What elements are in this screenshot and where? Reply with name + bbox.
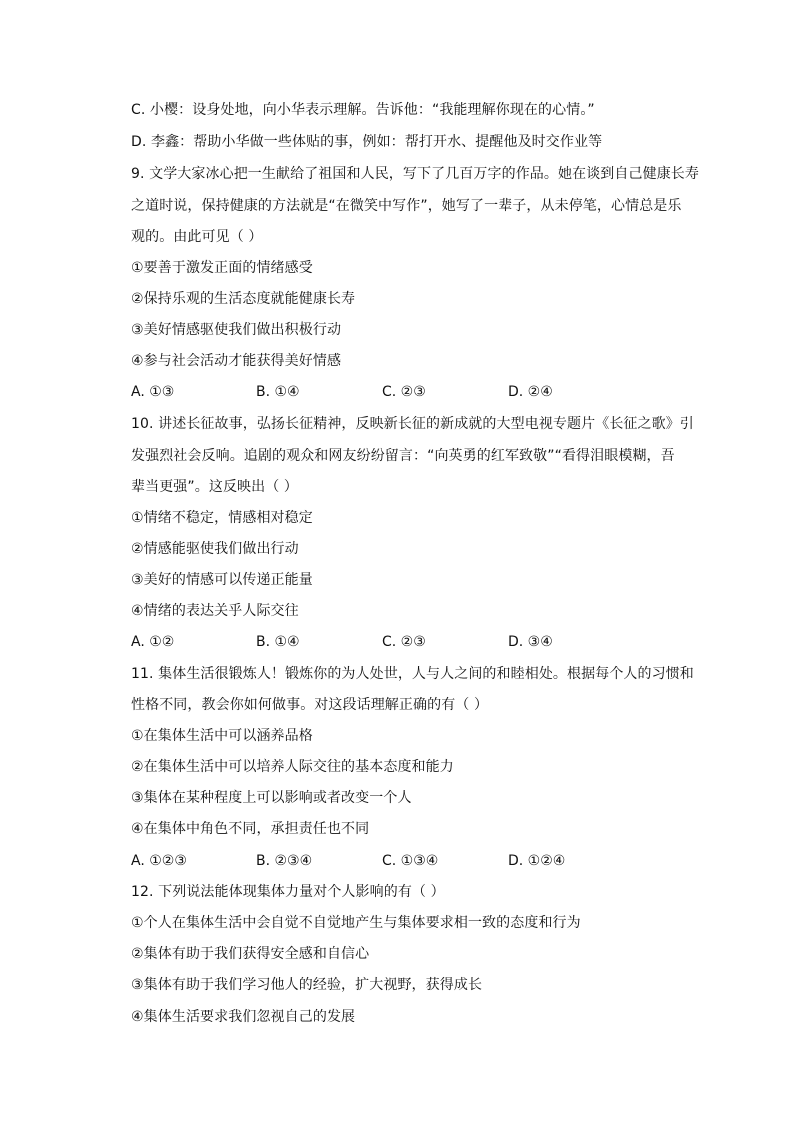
- prev-question-option-c: C. 小樱：设身处地，向小华表示理解。告诉他：“我能理解你现在的心情。”: [131, 102, 595, 118]
- question-9-stem-line-3: 观的。由此可见（ ）: [131, 229, 263, 245]
- question-10-option-d: D. ③④: [508, 634, 553, 650]
- question-10-option-a: A. ①②: [131, 634, 175, 650]
- question-11-option-d: D. ①②④: [508, 853, 566, 869]
- question-11-statement-3: ③集体在某种程度上可以影响或者改变一个人: [131, 790, 412, 806]
- question-11-option-c: C. ①③④: [382, 853, 439, 869]
- question-10-stem-line-3: 辈当更强”。这反映出（ ）: [131, 479, 299, 495]
- question-10-statement-2: ②情感能驱使我们做出行动: [131, 541, 299, 557]
- question-9-stem-line-2: 之道时说，保持健康的方法就是“在微笑中写作”，她写了一辈子，从未停笔，心情总是乐: [131, 198, 682, 214]
- question-11-stem-line-2: 性格不同，教会你如何做事。对这段话理解正确的有（ ）: [131, 697, 489, 713]
- question-10-options: [131, 632, 696, 652]
- question-9-statement-1: ①要善于激发正面的情绪感受: [131, 260, 313, 276]
- question-9-option-d: D. ②④: [508, 384, 553, 400]
- question-11-statement-2: ②在集体生活中可以培养人际交往的基本态度和能力: [131, 759, 454, 775]
- question-10-statement-3: ③美好的情感可以传递正能量: [131, 572, 313, 588]
- question-12-statement-3: ③集体有助于我们学习他人的经验，扩大视野，获得成长: [131, 977, 483, 993]
- question-9-statement-2: ②保持乐观的生活态度就能健康长寿: [131, 291, 356, 307]
- question-9-options: [131, 382, 696, 402]
- question-9-statement-3: ③美好情感驱使我们做出积极行动: [131, 322, 342, 338]
- question-11-stem-line-1: 11. 集体生活很锻炼人！锻炼你的为人处世，人与人之间的和睦相处。根据每个人的习惯和: [131, 666, 694, 682]
- question-9-option-b: B. ①④: [256, 384, 300, 400]
- question-10-stem-line-2: 发强烈社会反响。追剧的观众和网友纷纷留言：“向英勇的红军致敬”“看得泪眼模糊，吾: [131, 448, 675, 464]
- question-11-option-a: A. ①②③: [131, 853, 187, 869]
- question-10-stem-line-1: 10. 讲述长征故事，弘扬长征精神，反映新长征的新成就的大型电视专题片《长征之歌》引: [131, 416, 694, 432]
- question-9-statement-4: ④参与社会活动才能获得美好情感: [131, 353, 342, 369]
- prev-question-option-d: D. 李鑫：帮助小华做一些体贴的事，例如：帮打开水、提醒他及时交作业等: [131, 134, 603, 150]
- question-10-statement-4: ④情绪的表达关乎人际交往: [131, 603, 299, 619]
- question-10-option-c: C. ②③: [382, 634, 426, 650]
- question-10-option-b: B. ①④: [256, 634, 300, 650]
- question-9-stem-line-1: 9. 文学大家冰心把一生献给了祖国和人民，写下了几百万字的作品。她在谈到自己健康长寿: [131, 166, 700, 182]
- question-12-statement-1: ①个人在集体生活中会自觉不自觉地产生与集体要求相一致的态度和行为: [131, 915, 581, 931]
- question-11-option-b: B. ②③④: [256, 853, 313, 869]
- question-9-option-a: A. ①③: [131, 384, 175, 400]
- question-12-stem-line-1: 12. 下列说法能体现集体力量对个人影响的有（ ）: [131, 884, 445, 900]
- question-10-statement-1: ①情绪不稳定，情感相对稳定: [131, 510, 313, 526]
- question-11-statement-1: ①在集体生活中可以涵养品格: [131, 728, 313, 744]
- question-12-statement-2: ②集体有助于我们获得安全感和自信心: [131, 946, 370, 962]
- question-9-option-c: C. ②③: [382, 384, 426, 400]
- question-12-statement-4: ④集体生活要求我们忽视自己的发展: [131, 1009, 356, 1025]
- question-11-options: [131, 851, 696, 871]
- question-11-statement-4: ④在集体中角色不同，承担责任也不同: [131, 821, 370, 837]
